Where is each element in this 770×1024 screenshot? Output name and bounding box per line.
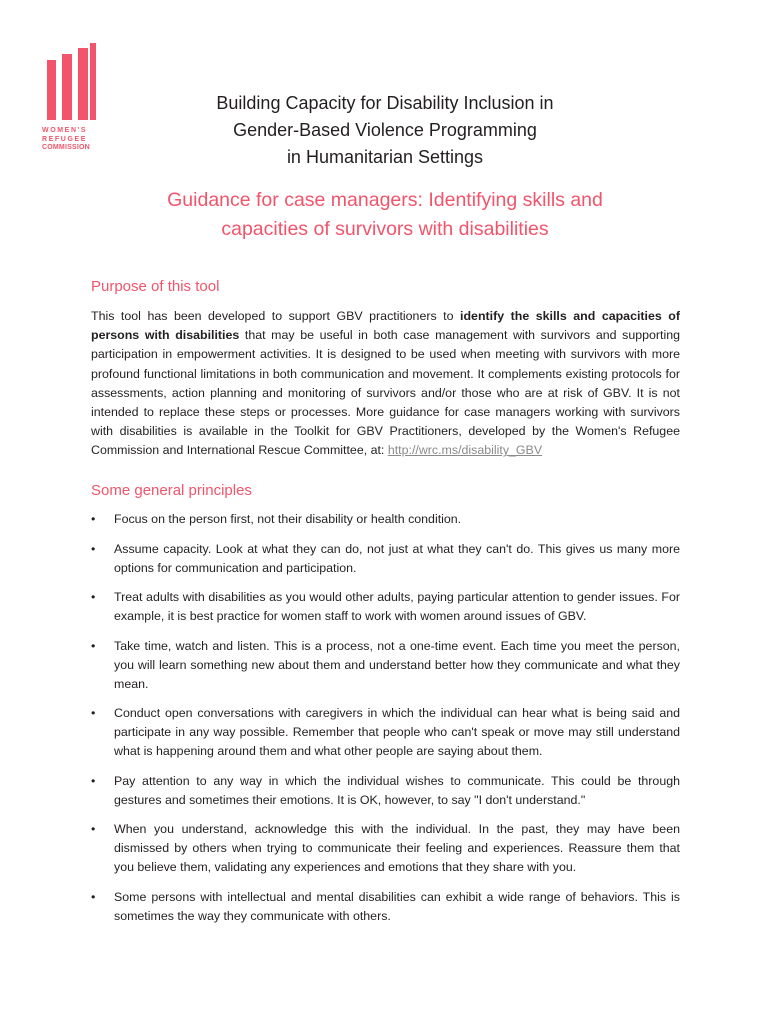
purpose-intro: This tool has been developed to support GBV practitioners to (91, 309, 454, 323)
bullet: • (91, 773, 96, 788)
list-item (91, 820, 680, 876)
logo-bar (62, 54, 72, 120)
bullet: • (91, 541, 96, 556)
bullet: • (91, 512, 96, 526)
logo-text-line: REFUGEE (42, 135, 88, 143)
purpose-paragraph (91, 307, 680, 461)
guidance-line: capacities of survivors with disabilities (221, 218, 549, 240)
purpose-body: that may be useful in both case management with survivors and supporting participation in empowerment activities. It is designed to be used when meeting with survivors with more profound functional limitations in both communication and movement. It complements existing protocols for assessments, action planning and monitoring of survivors and/or those who are at risk of GBV. It is not intended to replace these steps or processes. More guidance for case managers working with survivors with disabilities is available in the Toolkit for GBV Practitioners, developed by the Women's Refugee Commission and International Rescue Committee, at: (91, 328, 681, 458)
purpose-heading: Purpose of this tool (91, 278, 220, 295)
logo-bar (47, 60, 56, 120)
logo-bar (90, 43, 96, 120)
list-item-text: Take time, watch and listen. This is a process, not a one-time event. Each time you meet the person, you will learn something new about them and understand better how they communicate and what they mean. (114, 638, 680, 691)
list-item-text: Focus on the person first, not their disability or health condition. (114, 512, 462, 526)
title-line: Gender-Based Violence Programming (233, 120, 537, 140)
list-item-text: Some persons with intellectual and mental disabilities can exhibit a wide range of behaviors. This is sometimes the way they communicate with others. (114, 889, 680, 923)
toolkit-link[interactable]: http://wrc.ms/disability_GBV (387, 443, 543, 458)
logo-mark (42, 45, 98, 120)
purpose-bold: identify the skills and capacities of persons with disabilities (91, 309, 680, 343)
list-item-text: When you understand, acknowledge this with the individual. In the past, they may have been dismissed by others when trying to communicate their feeling and experiences. Reassure them that you believe them, validating any experiences and emotions that they share with you. (114, 822, 680, 874)
list-item-text: Assume capacity. Look at what they can do, not just at what they can't do. This gives us many more options for communication and participation. (114, 541, 680, 575)
bullet: • (91, 822, 96, 837)
title-line: Building Capacity for Disability Inclusion in (216, 93, 554, 113)
bullet: • (91, 889, 96, 904)
list-item (91, 704, 680, 760)
list-item (91, 888, 680, 926)
guidance-heading (90, 186, 680, 244)
title-line: in Humanitarian Settings (286, 147, 484, 167)
guidance-line: Guidance for case managers: Identifying skills and (167, 189, 603, 211)
document-title (160, 90, 610, 171)
logo-text-line: COMMISSION (42, 144, 90, 151)
list-item (91, 637, 680, 693)
list-item (91, 510, 680, 529)
list-item-text: Treat adults with disabilities as you would other adults, paying particular attention to gender issues. For example, it is best practice for women staff to work with women around issues of GBV. (114, 590, 680, 624)
bullet: • (91, 638, 96, 653)
wrc-logo (42, 45, 102, 155)
logo-text-line: WOMEN'S (42, 127, 88, 134)
principles-list (91, 510, 680, 936)
logo-bar (78, 48, 88, 120)
list-item-text: Conduct open conversations with caregivers in which the individual can hear what is being said and participate in any way possible. Remember that people who can't speak or move may still understand what is happening around them and what other people are saying about them. (114, 706, 680, 758)
bullet: • (91, 706, 96, 721)
principles-heading: Some general principles (91, 482, 252, 499)
logo-wordmark (42, 127, 102, 153)
bullet: • (91, 590, 96, 605)
list-item (91, 540, 680, 578)
list-item-text: Pay attention to any way in which the individual wishes to communicate. This could be through gestures and sometimes their emotions. It is OK, however, to say "I don't understand." (114, 773, 680, 807)
list-item (91, 772, 680, 810)
list-item (91, 588, 680, 626)
